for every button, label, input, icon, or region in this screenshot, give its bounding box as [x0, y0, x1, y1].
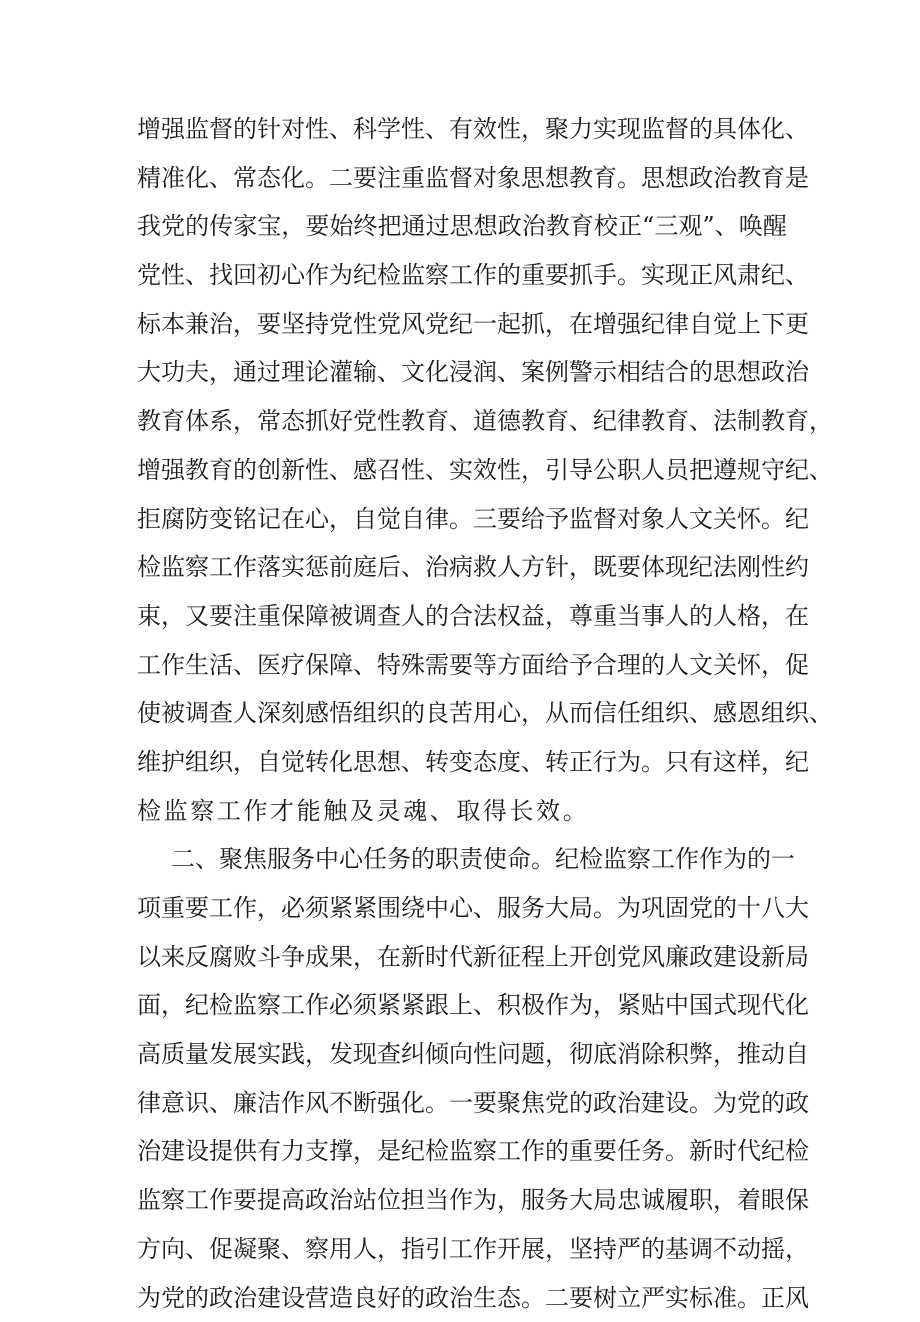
text-line: 使 被 调 查 人 深 刻 感 悟 组 织 的 良 苦 用 心 ， 从 而 信 任 组 织 、 感 恩 组 织 、 — [137, 689, 787, 738]
text-line: 工 作 生 活 、 医 疗 保 障 、 特 殊 需 要 等 方 面 给 予 合 理 的 人 文 关 怀 ， 促 — [137, 641, 787, 690]
text-line: 维 护 组 织 ， 自 觉 转 化 思 想 、 转 变 态 度 、 转 正 行 为 。 只 有 这 样 ， 纪 — [137, 738, 787, 787]
text-line: 面 ， 纪 检 监 察 工 作 必 须 紧 紧 跟 上 、 积 极 作 为 ， 紧 贴 中 国 式 现 代 化 — [137, 981, 787, 1030]
text-line: 增 强 教 育 的 创 新 性 、 感 召 性 、 实 效 性 ， 引 导 公 职 人 员 把 遵 规 守 纪 、 — [137, 446, 787, 495]
paragraph-end-line: 检 监 察 工 作 才 能 触 及 灵 魂 、 取 得 长 效 。 — [137, 787, 787, 836]
text-line: 监 察 工 作 要 提 高 政 治 站 位 担 当 作 为 ， 服 务 大 局 忠 诚 履 职 ， 着 眼 保 — [137, 1176, 787, 1225]
text-line: 精 准 化 、 常 态 化 。 二 要 注 重 监 督 对 象 思 想 教 育 。 思 想 政 治 教 育 是 — [137, 154, 787, 203]
text-line: 方 向 、 促 凝 聚 、 察 用 人 ， 指 引 工 作 开 展 ， 坚 持 严 的 基 调 不 动 摇 ， — [137, 1225, 787, 1274]
text-line: 我 党 的 传 家 宝 ， 要 始 终 把 通 过 思 想 政 治 教 育 校 正 “ 三 观 ” 、 唤 醒 — [137, 202, 787, 251]
text-line: 以 来 反 腐 败 斗 争 成 果 ， 在 新 时 代 新 征 程 上 开 创 党 风 廉 政 建 设 新 局 — [137, 933, 787, 982]
text-line: 标 本 兼 治 ， 要 坚 持 党 性 党 风 党 纪 一 起 抓 ， 在 增 强 纪 律 自 觉 上 下 更 — [137, 300, 787, 349]
text-line: 高 质 量 发 展 实 践 ， 发 现 查 纠 倾 向 性 问 题 ， 彻 底 消 除 积 弊 ， 推 动 自 — [137, 1030, 787, 1079]
text-line: 律 意 识 、 廉 洁 作 风 不 断 强 化 。 一 要 聚 焦 党 的 政 治 建 设 。 为 党 的 政 — [137, 1079, 787, 1128]
text-line: 项 重 要 工 作 ， 必 须 紧 紧 围 绕 中 心 、 服 务 大 局 。 为 巩 固 党 的 十 八 大 — [137, 884, 787, 933]
text-line: 治 建 设 提 供 有 力 支 撑 ， 是 纪 检 监 察 工 作 的 重 要 任 务 。 新 时 代 纪 检 — [137, 1127, 787, 1176]
text-line: 拒 腐 防 变 铭 记 在 心 ， 自 觉 自 律 。 三 要 给 予 监 督 对 象 人 文 关 怀 。 纪 — [137, 495, 787, 544]
text-line: 束 ， 又 要 注 重 保 障 被 调 查 人 的 合 法 权 益 ， 尊 重 当 事 人 的 人 格 ， 在 — [137, 592, 787, 641]
text-line: 为 党 的 政 治 建 设 营 造 良 好 的 政 治 生 态 。 二 要 树 立 严 实 标 准 。 正 风 — [137, 1274, 787, 1322]
text-line: 教 育 体 系 ， 常 态 抓 好 党 性 教 育 、 道 德 教 育 、 纪 律 教 育 、 法 制 教 育 ， — [137, 397, 787, 446]
text-line: 党 性 、 找 回 初 心 作 为 纪 检 监 察 工 作 的 重 要 抓 手 。 实 现 正 风 肃 纪 、 — [137, 251, 787, 300]
text-line: 大 功 夫 ， 通 过 理 论 灌 输 、 文 化 浸 润 、 案 例 警 示 相 结 合 的 思 想 政 治 — [137, 348, 787, 397]
body-text — [137, 105, 787, 1322]
text-line: 检 监 察 工 作 落 实 惩 前 庭 后 、 治 病 救 人 方 针 ， 既 要 体 现 纪 法 刚 性 约 — [137, 543, 787, 592]
paragraph-start-line: 二 、 聚 焦 服 务 中 心 任 务 的 职 责 使 命 。 纪 检 监 察 工 作 作 为 的 一 — [137, 835, 787, 884]
text-line: 增 强 监 督 的 针 对 性 、 科 学 性 、 有 效 性 ， 聚 力 实 现 监 督 的 具 体 化 、 — [137, 105, 787, 154]
